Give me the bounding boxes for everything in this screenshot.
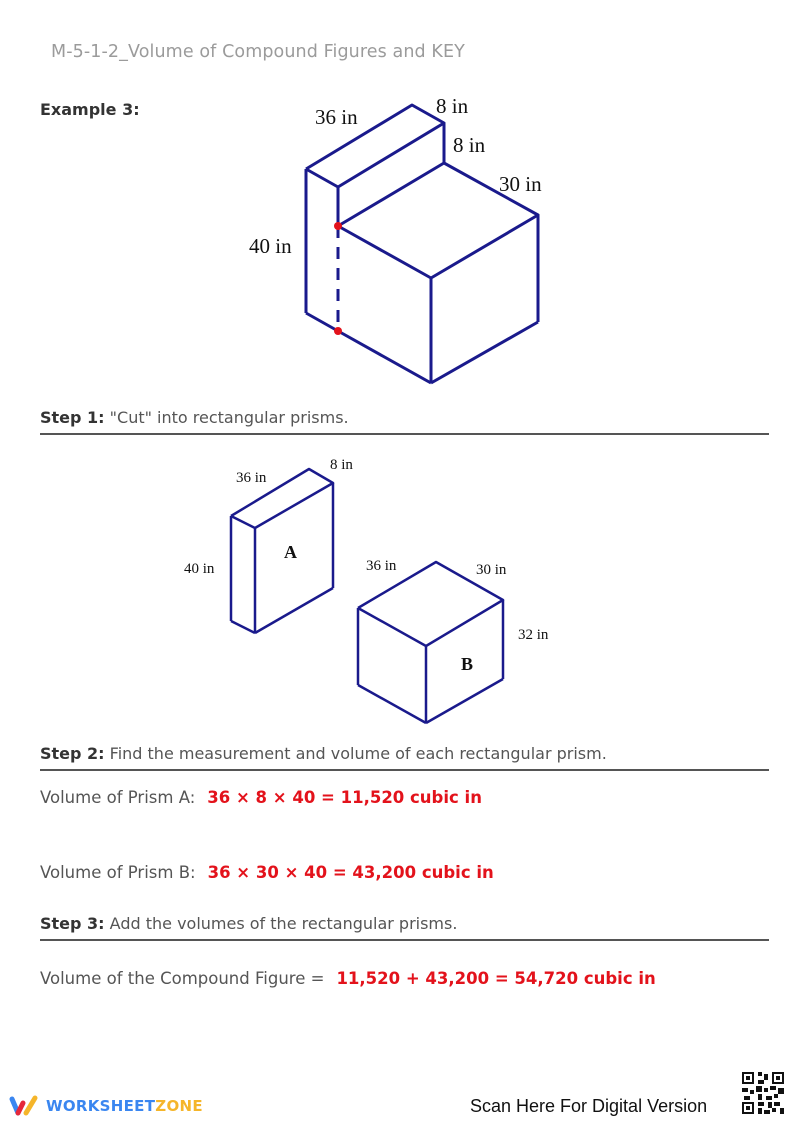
calc-prism-b — [40, 863, 494, 882]
prisms-diagram — [170, 450, 570, 730]
step-3-text: Add the volumes of the rectangular prisms. — [104, 914, 458, 933]
example-label: Example 3: — [40, 100, 140, 119]
logo-mark-icon — [8, 1094, 40, 1118]
prism-b-name: B — [461, 654, 474, 674]
label-height: 40 in — [249, 234, 292, 258]
qr-code-icon[interactable] — [740, 1070, 786, 1116]
step-1-text: "Cut" into rectangular prisms. — [104, 408, 349, 427]
step-1 — [40, 408, 349, 427]
prism-a-length: 36 in — [236, 470, 267, 486]
compound-figure-diagram — [240, 90, 560, 390]
label-length: 36 in — [315, 105, 358, 129]
divider — [40, 939, 769, 941]
calc-total-answer: 11,520 + 43,200 = 54,720 cubic in — [336, 969, 656, 988]
label-step-height: 8 in — [453, 133, 486, 157]
prism-a-height: 40 in — [184, 561, 215, 577]
divider — [40, 433, 769, 435]
prism-b-width: 30 in — [476, 562, 507, 578]
cut-point-bottom — [334, 327, 342, 335]
divider — [40, 769, 769, 771]
step-3 — [40, 914, 457, 933]
prism-a-name: A — [284, 542, 297, 562]
document-title: M-5-1-2_Volume of Compound Figures and KEY — [51, 42, 465, 62]
prism-a-width: 8 in — [330, 457, 353, 473]
cut-point-top — [334, 222, 342, 230]
calc-prism-b-label: Volume of Prism B: — [40, 863, 196, 882]
prism-b-height: 32 in — [518, 627, 549, 643]
step-3-label: Step 3: — [40, 914, 105, 933]
worksheetzone-logo[interactable] — [8, 1094, 203, 1118]
prism-b-length: 36 in — [366, 558, 397, 574]
calc-prism-b-answer: 36 × 30 × 40 = 43,200 cubic in — [207, 863, 494, 882]
calc-prism-a-answer: 36 × 8 × 40 = 11,520 cubic in — [207, 788, 482, 807]
scan-text: Scan Here For Digital Version — [470, 1096, 708, 1116]
logo-text: WORKSHEETZONE — [46, 1097, 203, 1115]
calc-prism-a — [40, 788, 482, 807]
step-2 — [40, 744, 607, 763]
label-depth: 30 in — [499, 172, 542, 196]
label-width-top: 8 in — [436, 94, 469, 118]
calc-prism-a-label: Volume of Prism A: — [40, 788, 196, 807]
step-1-label: Step 1: — [40, 408, 105, 427]
calc-total-label: Volume of the Compound Figure = — [40, 969, 325, 988]
step-2-text: Find the measurement and volume of each rectangular prism. — [104, 744, 607, 763]
step-2-label: Step 2: — [40, 744, 105, 763]
calc-total — [40, 969, 656, 988]
